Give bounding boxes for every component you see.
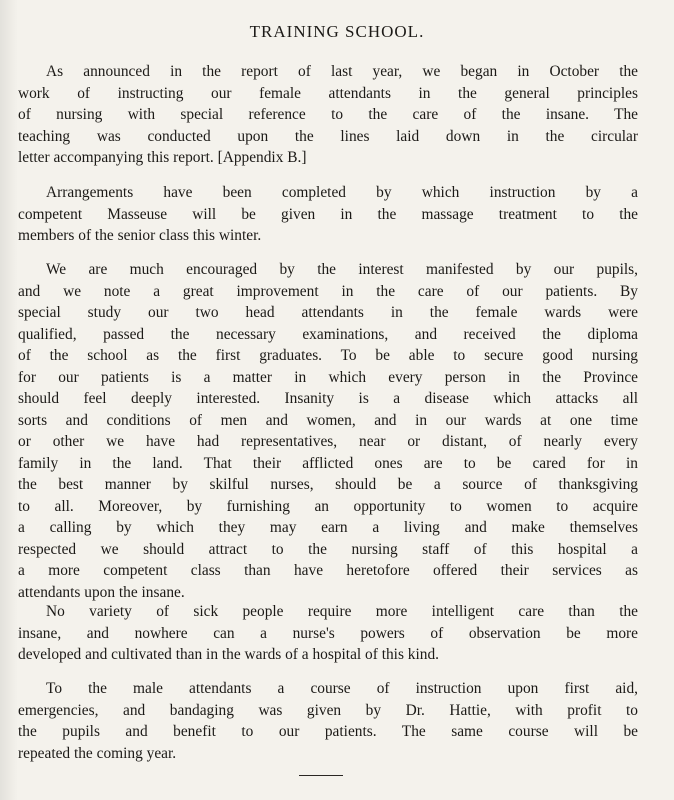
section-title: TRAINING SCHOOL. — [249, 22, 425, 41]
text-line: insane, and nowhere can a nurse's powers of observation be more — [18, 624, 638, 642]
paragraph-encouragement — [18, 259, 638, 603]
text-line: should feel deeply interested. Insanity is a disease which attacks all — [18, 390, 638, 407]
text-line: emergencies, and bandaging was given by Dr. Hattie, with profit to — [18, 701, 638, 719]
text-line: As announced in the report of last year, we began in October the — [46, 63, 638, 80]
text-line: To the male attendants a course of instruction upon first aid, — [46, 680, 638, 697]
paragraph-sick-people — [18, 601, 638, 666]
text-line: repeated the coming year. — [18, 744, 177, 762]
text-line: work of instructing our female attendants in the general principles — [18, 84, 638, 102]
text-line: qualified, passed the necessary examinations, and received the diploma — [18, 325, 638, 343]
text-line: respected we should attract to the nursing staff of this hospital a — [18, 540, 638, 558]
text-line: attendants upon the insane. — [18, 583, 185, 601]
paragraph-male-attendants — [18, 678, 638, 764]
text-line: letter accompanying this report. [Appendix B.] — [18, 149, 307, 166]
page-gutter-shadow — [0, 0, 18, 800]
paragraph-announcement — [18, 61, 638, 169]
text-line: developed and cultivated than in the wards of a hospital of this kind. — [18, 646, 440, 663]
text-line: the pupils and benefit to our patients. The same course will be — [18, 723, 638, 740]
paragraph-masseuse — [18, 182, 638, 247]
text-line: competent Masseuse will be given in the massage treatment to the — [18, 205, 638, 223]
text-line: the best manner by skilful nurses, should be a source of thanksgiving — [18, 476, 638, 493]
text-line: a calling by which they may earn a living and make themselves — [18, 519, 638, 536]
text-line: of nursing with special reference to the care of the insane. The — [18, 106, 638, 123]
text-line: special study our two head attendants in the female wards were — [18, 304, 638, 321]
text-line: No variety of sick people require more intelligent care than the — [46, 603, 638, 620]
text-line: and we note a great improvement in the care of our patients. By — [18, 282, 638, 300]
text-line: teaching was conducted upon the lines laid down in the circular — [18, 127, 638, 145]
text-line: sorts and conditions of men and women, and in our wards at one time — [18, 411, 638, 429]
text-line: of the school as the first graduates. To be able to secure good nursing — [18, 347, 638, 364]
text-line: to all. Moreover, by furnishing an opportunity to women to acquire — [18, 497, 638, 515]
text-line: or other we have had representatives, near or distant, of nearly every — [18, 433, 638, 450]
section-end-rule — [299, 775, 343, 776]
text-line: We are much encouraged by the interest manifested by our pupils, — [46, 261, 638, 278]
text-line: for our patients is a matter in which every person in the Province — [18, 368, 638, 386]
text-line: Arrangements have been completed by which instruction by a — [46, 184, 638, 201]
text-line: a more competent class than have heretofore offered their services as — [18, 562, 638, 579]
text-line: members of the senior class this winter. — [18, 227, 262, 244]
text-line: family in the land. That their afflicted ones are to be cared for in — [18, 454, 638, 472]
